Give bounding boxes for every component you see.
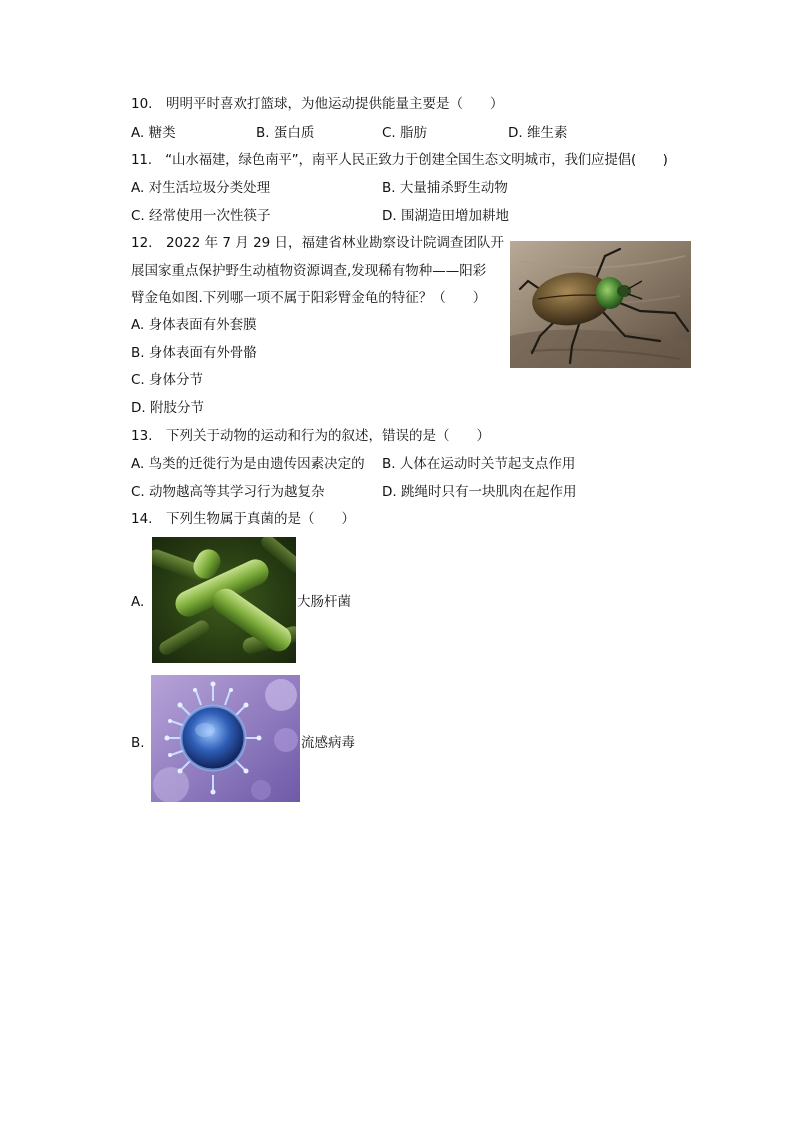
question-12-stem-line-2: 展国家重点保护野生动植物资源调查,发现稀有物种——阳彩 [131,263,487,279]
q10-option-b: B. 蛋白质 [256,125,315,141]
bacteria-photo [152,537,296,663]
q13-option-a: A. 鸟类的迁徙行为是由遗传因素决定的 [131,456,365,472]
question-12-stem-line-1: 12. 2022 年 7 月 29 日，福建省林业勘察设计院调查团队开 [131,235,505,251]
q11-option-c: C. 经常使用一次性筷子 [131,208,271,224]
q11-option-d: D. 围湖造田增加耕地 [382,208,509,224]
q12-option-a: A. 身体表面有外套膜 [131,317,257,333]
q12-option-b: B. 身体表面有外骨骼 [131,345,257,361]
question-11-stem: 11. “山水福建，绿色南平”，南平人民正致力于创建全国生态文明城市，我们应提倡( ) [131,152,668,168]
q10-option-a: A. 糖类 [131,125,176,141]
question-10-stem: 10. 明明平时喜欢打篮球，为他运动提供能量主要是（ ） [131,96,504,112]
q11-option-a: A. 对生活垃圾分类处理 [131,180,271,196]
q13-option-b: B. 人体在运动时关节起支点作用 [382,456,576,472]
q14-option-a-letter: A. [131,594,145,610]
virus-photo [151,675,300,802]
beetle-photo [510,241,691,368]
q10-option-c: C. 脂肪 [382,125,428,141]
question-14-stem: 14. 下列生物属于真菌的是（ ） [131,511,355,527]
q14-option-b-letter: B. [131,735,145,751]
q14-option-a-caption: 大肠杆菌 [297,594,351,610]
q13-option-c: C. 动物越高等其学习行为越复杂 [131,484,325,500]
q11-option-b: B. 大量捕杀野生动物 [382,180,508,196]
question-13-stem: 13. 下列关于动物的运动和行为的叙述，错误的是（ ） [131,428,490,444]
q10-option-d: D. 维生素 [508,125,568,141]
question-12-stem-line-3: 臂金龟如图.下列哪一项不属于阳彩臂金龟的特征？（ ） [131,290,487,306]
q13-option-d: D. 跳绳时只有一块肌肉在起作用 [382,484,577,500]
q12-option-d: D. 附肢分节 [131,400,204,416]
q14-option-b-caption: 流感病毒 [301,735,355,751]
q12-option-c: C. 身体分节 [131,372,204,388]
